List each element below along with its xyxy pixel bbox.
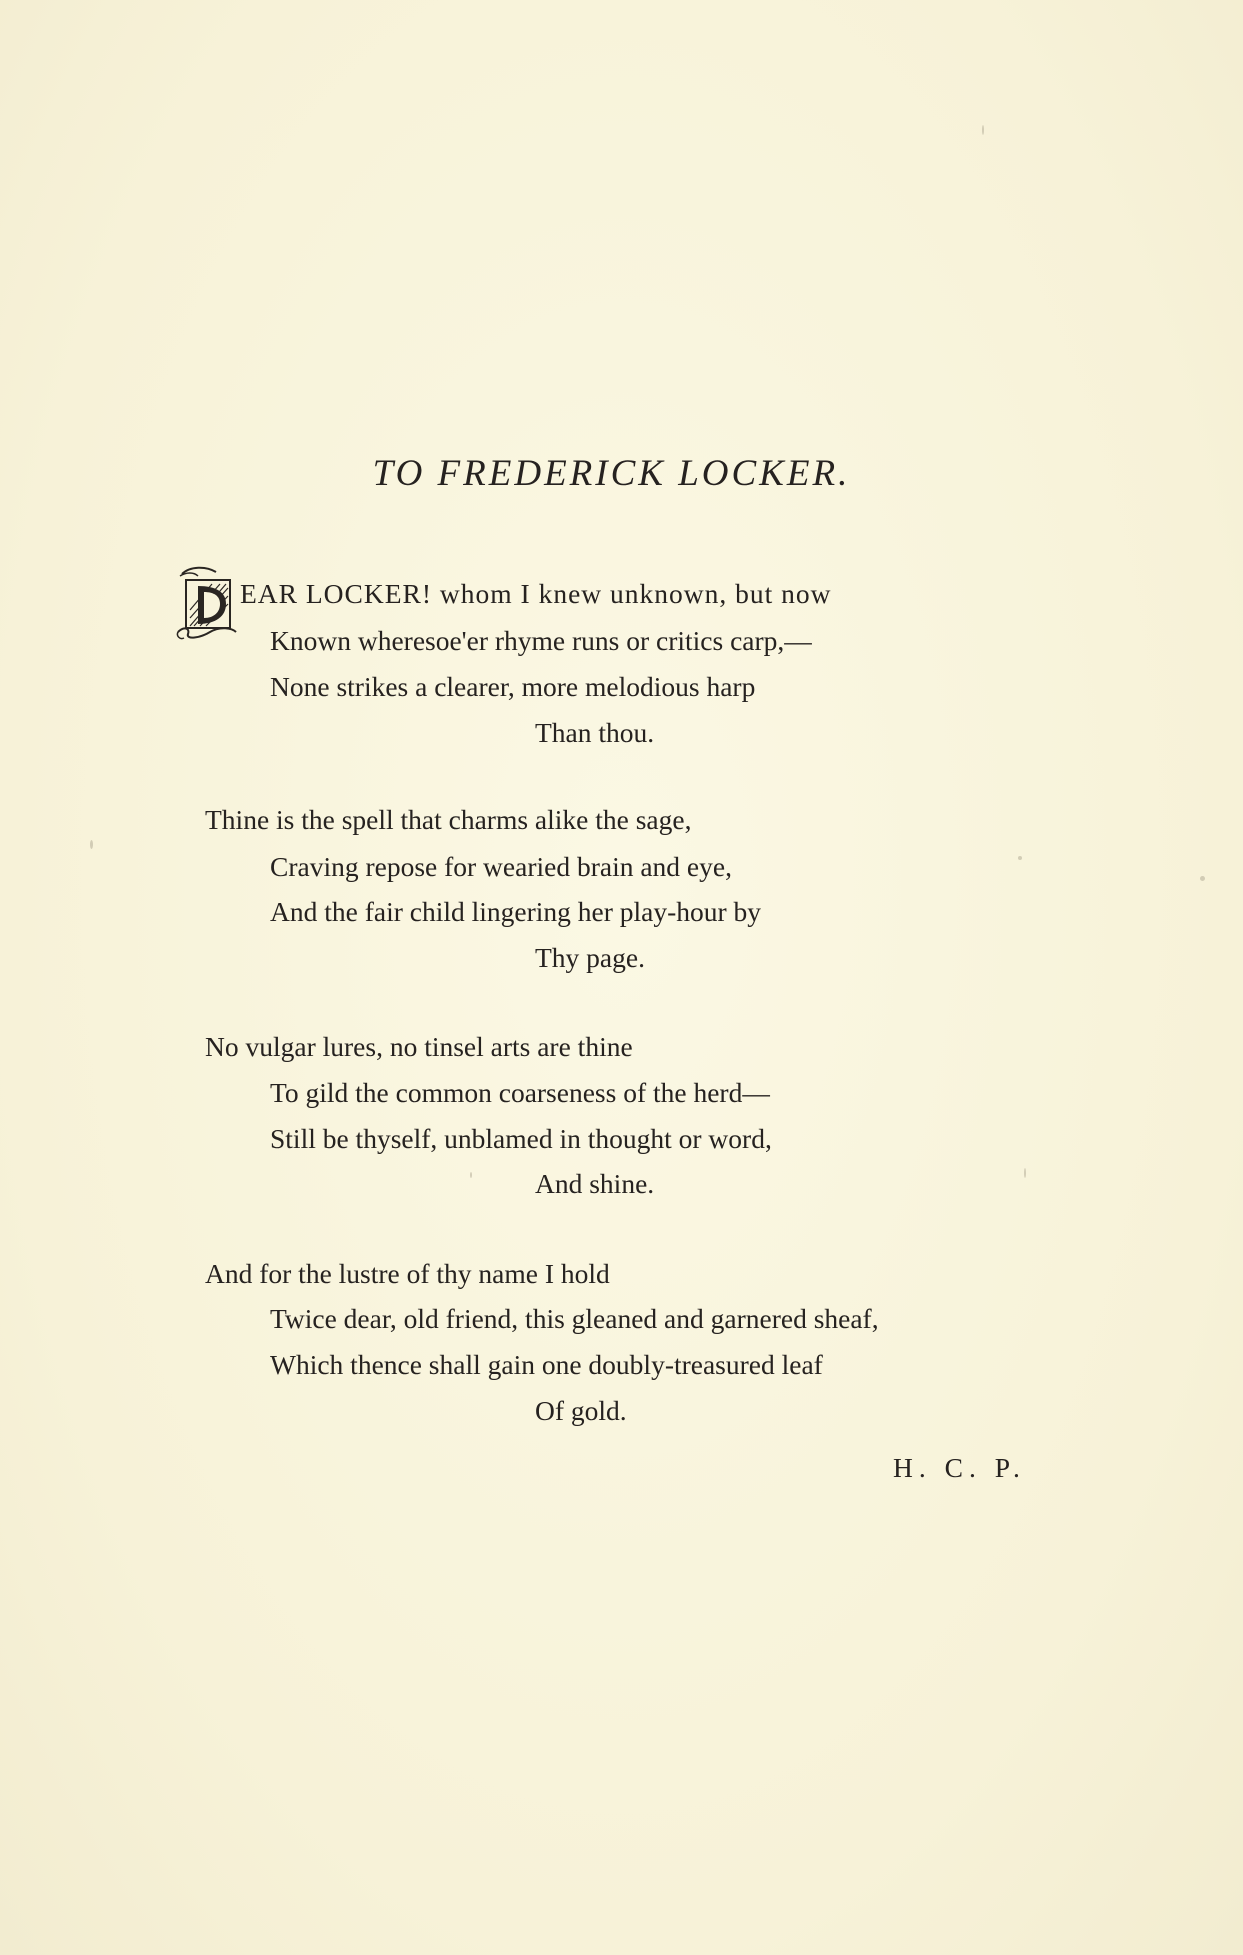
ornamental-dropcap-icon xyxy=(176,566,238,658)
paper-speck xyxy=(470,1172,472,1178)
poem-title: TO FREDERICK LOCKER. xyxy=(372,453,851,494)
stanza-3-line-1: No vulgar lures, no tinsel arts are thine xyxy=(205,1031,633,1062)
stanza-1-line-3: None strikes a clearer, more melodious harp xyxy=(270,671,756,702)
stanza-2-line-1: Thine is the spell that charms alike the sage, xyxy=(205,804,692,835)
stanza-2-line-2: Craving repose for wearied brain and eye, xyxy=(270,851,732,882)
stanza-4-line-3: Which thence shall gain one doubly-treasured leaf xyxy=(270,1349,823,1380)
paper-speck xyxy=(1018,856,1022,860)
stanza-3-line-3: Still be thyself, unblamed in thought or word, xyxy=(270,1123,772,1154)
paper-speck xyxy=(1024,1168,1026,1178)
stanza-4-line-1: And for the lustre of thy name I hold xyxy=(205,1258,610,1289)
stanza-1-line-4: Than thou. xyxy=(535,717,655,748)
stanza-2-line-3: And the fair child lingering her play-hour by xyxy=(270,896,762,927)
stanza-1-line-2: Known wheresoe'er rhyme runs or critics carp,— xyxy=(270,625,812,656)
stanza-1-line-1: EAR LOCKER! whom I knew unknown, but now xyxy=(240,578,832,609)
stanza-3-line-2: To gild the common coarseness of the herd— xyxy=(270,1077,770,1108)
stanza-2-line-4: Thy page. xyxy=(535,942,645,973)
paper-speck xyxy=(982,125,984,135)
stanza-4-line-4: Of gold. xyxy=(535,1395,627,1426)
stanza-3-line-4: And shine. xyxy=(535,1168,655,1199)
stanza-4-line-2: Twice dear, old friend, this gleaned and garnered sheaf, xyxy=(270,1303,879,1334)
paper-speck xyxy=(90,840,93,849)
signature: H. C. P. xyxy=(893,1452,1026,1483)
paper-speck xyxy=(1200,876,1205,881)
